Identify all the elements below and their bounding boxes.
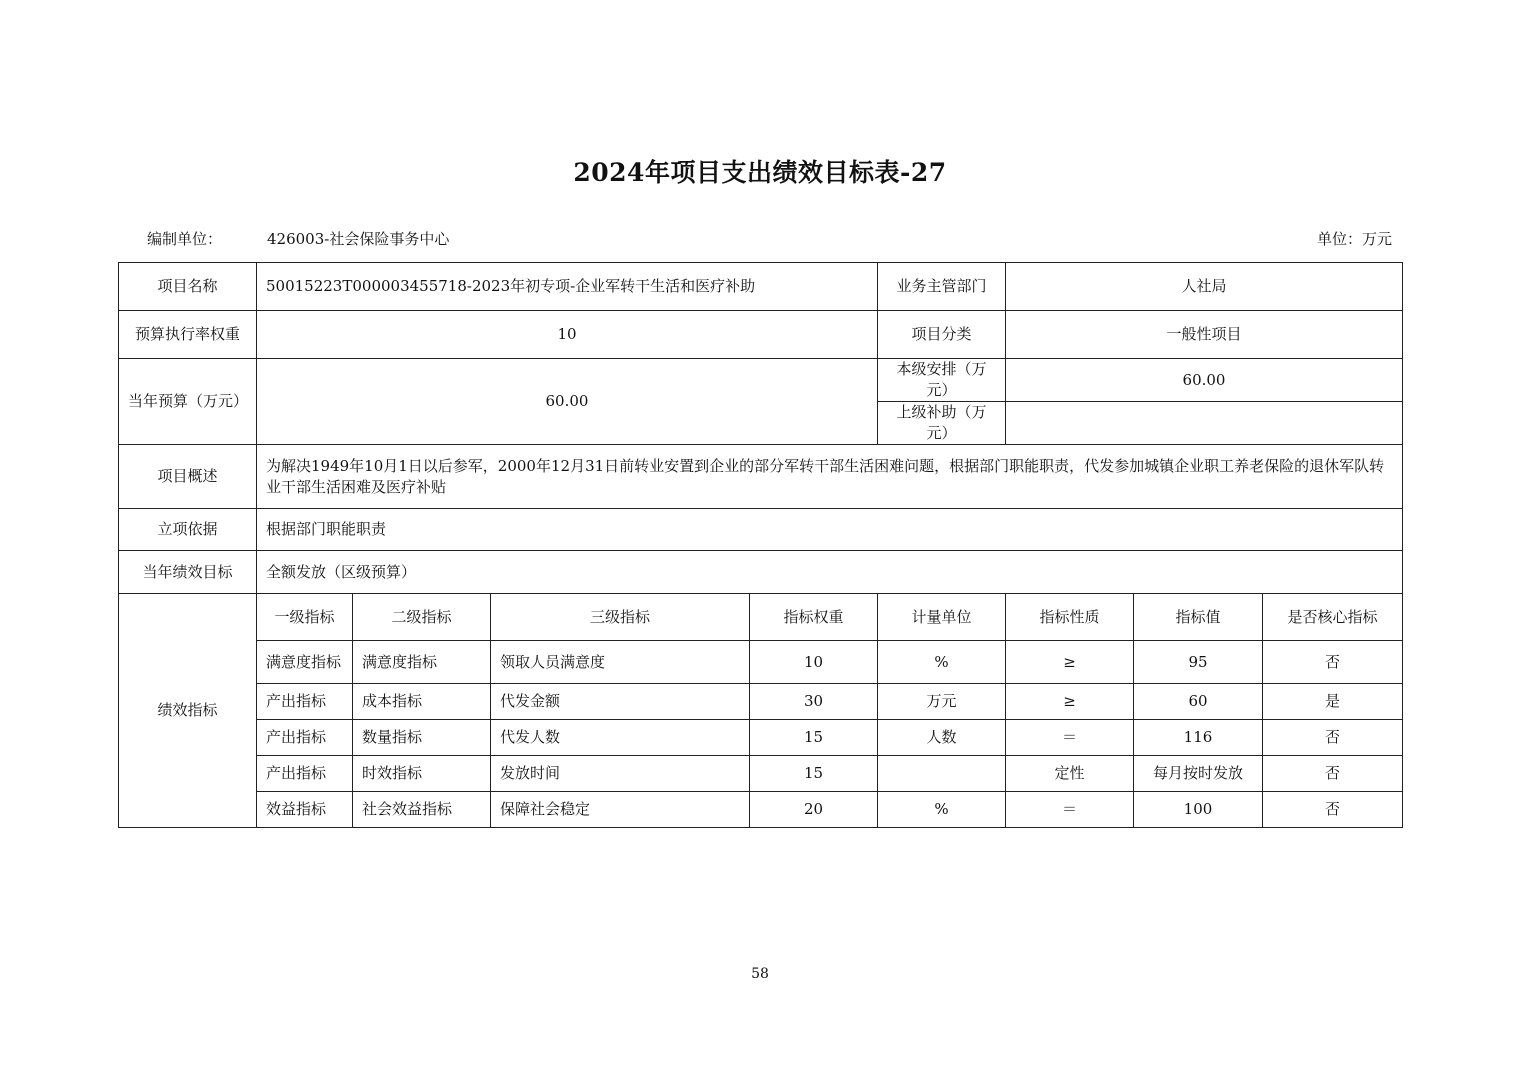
budget-value: 60.00 (257, 359, 878, 445)
project-name-row (119, 263, 1403, 311)
overview-value: 为解决1949年10月1日以后参军，2000年12月31日前转业安置到企业的部分军转干部生活困难问题，根据部门职能职责，代发参加城镇企业职工养老保险的退休军队转业干部生活困难及医疗补贴 (257, 445, 1403, 509)
row-level2: 成本指标 (353, 684, 491, 720)
meta-row (147, 228, 1392, 250)
header-level2: 二级指标 (353, 594, 491, 641)
goal-row (119, 551, 1403, 594)
row-level2: 满意度指标 (353, 641, 491, 684)
row-level3: 保障社会稳定 (491, 792, 750, 828)
row-level1: 满意度指标 (257, 641, 353, 684)
row-weight: 15 (750, 756, 878, 792)
row-level1: 产出指标 (257, 720, 353, 756)
row-level2: 社会效益指标 (353, 792, 491, 828)
row-weight: 15 (750, 720, 878, 756)
weight-value: 10 (257, 311, 878, 359)
row-core: 否 (1263, 720, 1403, 756)
row-unit: 人数 (878, 720, 1006, 756)
weight-row (119, 311, 1403, 359)
row-nature: 定性 (1006, 756, 1134, 792)
row-unit: % (878, 641, 1006, 684)
table-row (119, 641, 1403, 684)
header-weight: 指标权重 (750, 594, 878, 641)
row-weight: 30 (750, 684, 878, 720)
category-label: 项目分类 (878, 311, 1006, 359)
row-value: 60 (1134, 684, 1263, 720)
performance-table (118, 262, 1403, 828)
header-core: 是否核心指标 (1263, 594, 1403, 641)
local-budget-value: 60.00 (1006, 359, 1403, 402)
row-core: 是 (1263, 684, 1403, 720)
table-row (119, 720, 1403, 756)
upper-budget-label: 上级补助（万元） (878, 402, 1006, 445)
row-level3: 领取人员满意度 (491, 641, 750, 684)
row-nature: ≥ (1006, 684, 1134, 720)
row-value: 116 (1134, 720, 1263, 756)
row-level1: 产出指标 (257, 756, 353, 792)
row-core: 否 (1263, 756, 1403, 792)
row-level3: 发放时间 (491, 756, 750, 792)
table-row (119, 792, 1403, 828)
row-value: 100 (1134, 792, 1263, 828)
indicators-section-label: 绩效指标 (119, 594, 257, 828)
header-level1: 一级指标 (257, 594, 353, 641)
header-level3: 三级指标 (491, 594, 750, 641)
overview-row (119, 445, 1403, 509)
page-number: 58 (751, 966, 769, 982)
basis-row (119, 509, 1403, 551)
project-name-value: 50015223T000003455718-2023年初专项-企业军转干生活和医疗补助 (257, 263, 878, 311)
row-core: 否 (1263, 792, 1403, 828)
row-nature: ＝ (1006, 720, 1134, 756)
page-title: 2024年项目支出绩效目标表-27 (573, 158, 947, 187)
goal-value: 全额发放（区级预算） (257, 551, 1403, 594)
row-weight: 10 (750, 641, 878, 684)
basis-value: 根据部门职能职责 (257, 509, 1403, 551)
row-unit: % (878, 792, 1006, 828)
budget-row (119, 359, 1403, 402)
upper-budget-value (1006, 402, 1403, 445)
table-row (119, 756, 1403, 792)
row-level1: 产出指标 (257, 684, 353, 720)
row-nature: ≥ (1006, 641, 1134, 684)
budget-label: 当年预算（万元） (119, 359, 257, 445)
project-name-label: 项目名称 (119, 263, 257, 311)
weight-label: 预算执行率权重 (119, 311, 257, 359)
category-value: 一般性项目 (1006, 311, 1403, 359)
row-level2: 数量指标 (353, 720, 491, 756)
currency-unit: 单位：万元 (1316, 230, 1392, 248)
goal-label: 当年绩效目标 (119, 551, 257, 594)
dept-value: 人社局 (1006, 263, 1403, 311)
row-unit: 万元 (878, 684, 1006, 720)
basis-label: 立项依据 (119, 509, 257, 551)
row-nature: ＝ (1006, 792, 1134, 828)
row-value: 每月按时发放 (1134, 756, 1263, 792)
header-nature: 指标性质 (1006, 594, 1134, 641)
row-core: 否 (1263, 641, 1403, 684)
header-value: 指标值 (1134, 594, 1263, 641)
compiling-unit-value: 426003-社会保险事务中心 (267, 230, 450, 248)
row-level1: 效益指标 (257, 792, 353, 828)
row-level2: 时效指标 (353, 756, 491, 792)
overview-label: 项目概述 (119, 445, 257, 509)
local-budget-label: 本级安排（万元） (878, 359, 1006, 402)
row-level3: 代发人数 (491, 720, 750, 756)
row-level3: 代发金额 (491, 684, 750, 720)
header-unit: 计量单位 (878, 594, 1006, 641)
row-weight: 20 (750, 792, 878, 828)
row-unit (878, 756, 1006, 792)
row-value: 95 (1134, 641, 1263, 684)
dept-label: 业务主管部门 (878, 263, 1006, 311)
compiling-unit-label: 编制单位： (147, 230, 223, 248)
indicator-header-row (119, 594, 1403, 641)
table-row (119, 684, 1403, 720)
